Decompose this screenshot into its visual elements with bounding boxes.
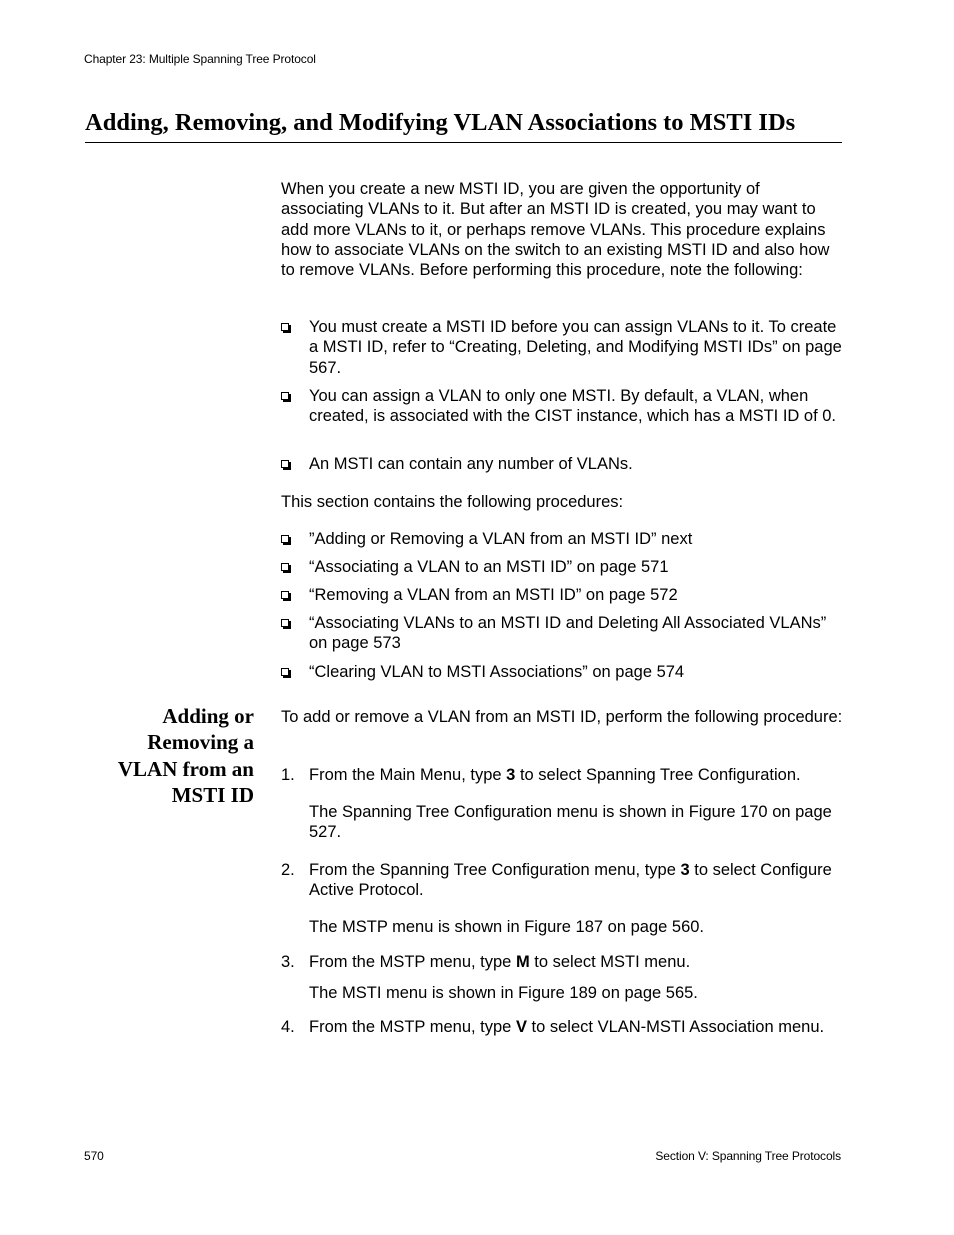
procedure-link-item[interactable] [281,557,846,577]
intro-paragraph: When you create a new MSTI ID, you are given the opportunity of associating VLANs to it. But after an MSTI ID is created, you may want to add more VLANs to it, or perhaps remove VLANs. This procedure explains how to associate VLANs on the switch to an existing MSTI ID and also how to remove VLANs. Before performing this procedure, note the following: [281,180,830,280]
checkbox-bullet-icon [281,668,289,676]
step-note: The Spanning Tree Configuration menu is shown in Figure 170 on page 527. [309,803,832,842]
procedure-link-text[interactable]: “Associating a VLAN to an MSTI ID” on page 571 [309,558,669,576]
step-note: The MSTI menu is shown in Figure 189 on page 565. [309,984,698,1002]
checkbox-bullet-icon [281,392,289,400]
step-text: From the MSTP menu, type V to select VLAN-MSTI Association menu. [309,1018,825,1036]
step-text: From the Spanning Tree Configuration menu, type 3 to select Configure Active Protocol. [309,861,832,900]
checkbox-bullet-icon [281,591,289,599]
step-note: The MSTP menu is shown in Figure 187 on page 560. [309,918,705,936]
subsection-heading-line: Adding or [162,704,254,728]
step-text: From the MSTP menu, type M to select MSTI menu. [309,953,691,971]
note-item [281,317,846,378]
procedure-step [281,860,846,901]
procedure-link-text[interactable]: “Clearing VLAN to MSTI Associations” on page 574 [309,663,685,681]
step-key: 3 [680,861,690,879]
note-item [281,454,846,474]
page-number: 570 [84,1149,104,1163]
subsection-intro: To add or remove a VLAN from an MSTI ID, perform the following procedure: [281,708,843,726]
checkbox-bullet-icon [281,535,289,543]
procedure-step [281,952,846,972]
step-key: V [515,1018,527,1036]
subsection-heading-line: MSTI ID [171,782,254,807]
checkbox-bullet-icon [281,460,289,468]
note-text: An MSTI can contain any number of VLANs. [309,455,633,473]
subsection-heading-line: Removing a [147,730,254,755]
procedure-link-item[interactable] [281,585,846,605]
procedure-link-text[interactable]: ”Adding or Removing a VLAN from an MSTI ID” next [309,530,693,548]
checkbox-bullet-icon [281,619,289,627]
subsection-heading [90,703,254,808]
running-header: Chapter 23: Multiple Spanning Tree Protocol [84,52,316,66]
step-number: 1. [281,766,295,784]
procedure-link-item[interactable] [281,529,846,549]
note-item [281,386,846,427]
checkbox-bullet-icon [281,323,289,331]
step-number: 2. [281,861,295,879]
checkbox-bullet-icon [281,563,289,571]
step-text: From the Main Menu, type 3 to select Spanning Tree Configuration. [309,766,801,784]
note-text: You can assign a VLAN to only one MSTI. By default, a VLAN, when created, is associated with the CIST instance, which has a MSTI ID of 0. [309,387,837,426]
subsection-heading-line: VLAN from an [117,756,254,781]
step-key: 3 [506,766,516,784]
section-title: Adding, Removing, and Modifying VLAN Associations to MSTI IDs [85,107,842,143]
procedure-link-item[interactable] [281,613,846,654]
step-key: M [515,953,530,971]
procedure-step [281,1017,846,1037]
step-number: 4. [281,1018,295,1036]
procedure-link-text[interactable]: “Removing a VLAN from an MSTI ID” on page 572 [309,586,678,604]
procedure-link-item[interactable] [281,662,846,682]
running-footer: Section V: Spanning Tree Protocols [655,1149,841,1163]
note-text: You must create a MSTI ID before you can assign VLANs to it. To create a MSTI ID, refer to “Creating, Deleting, and Modifying MSTI IDs” on page 567. [309,318,842,377]
procedure-step [281,765,846,785]
procedures-intro: This section contains the following procedures: [281,493,624,511]
procedure-link-text[interactable]: “Associating VLANs to an MSTI ID and Deleting All Associated VLANs” on page 573 [309,614,827,653]
step-number: 3. [281,953,295,971]
